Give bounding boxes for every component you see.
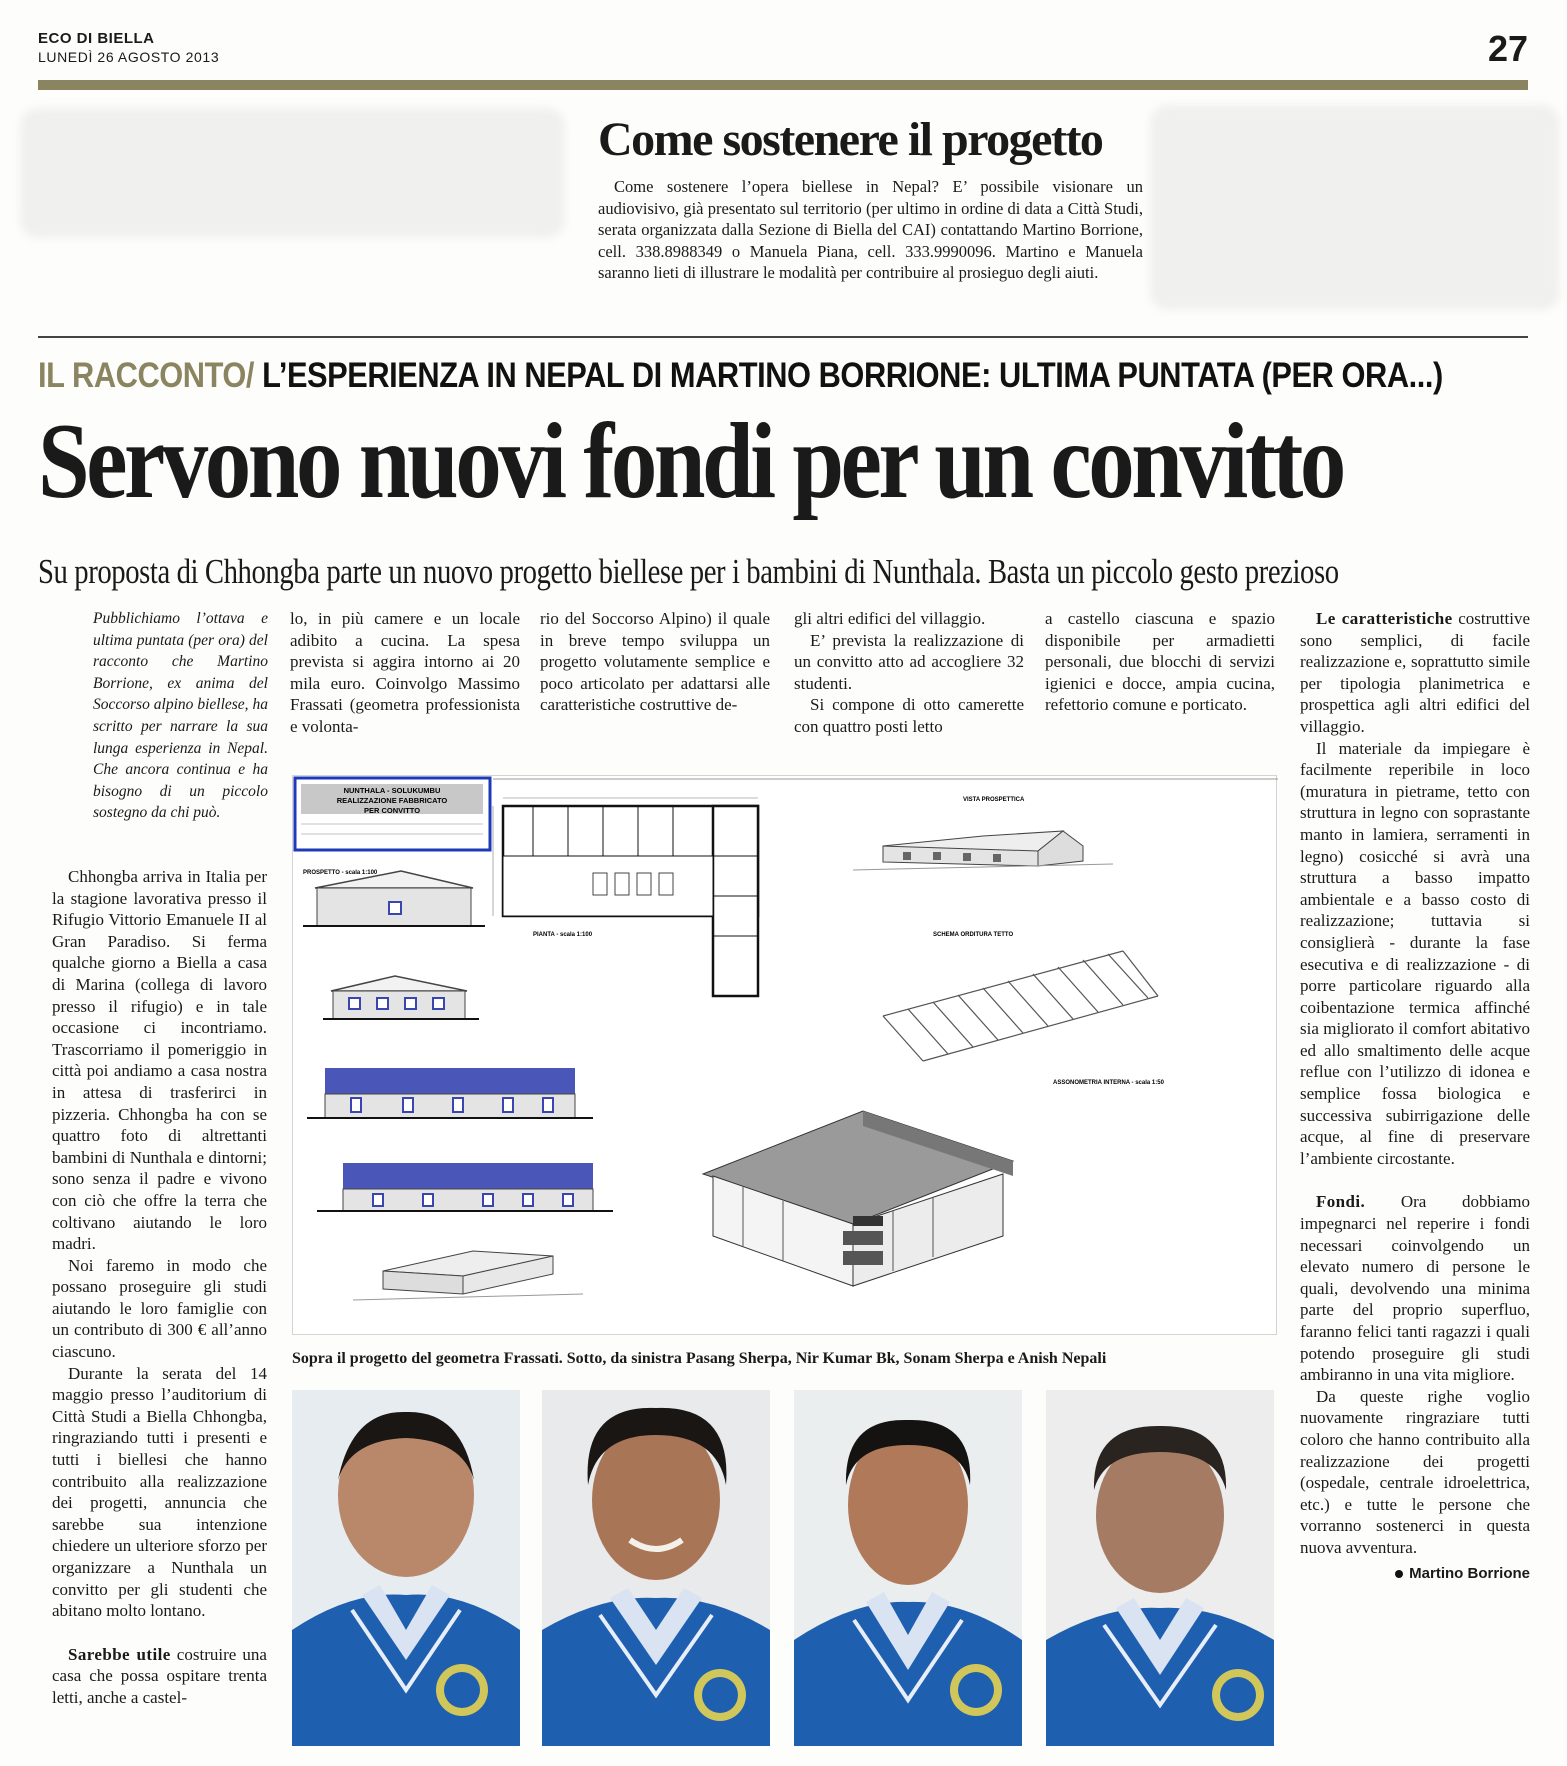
plan-caption: Sopra il progetto del geometra Frassati. Sotto, da sinistra Pasang Sherpa, Nir Kumar Bk, Sonam Sherpa e Anish Nepali — [292, 1350, 1107, 1367]
photo-pasang-sherpa — [292, 1390, 520, 1746]
label-pianta: PIANTA - scala 1:100 — [533, 932, 593, 938]
photo-sonam-sherpa — [794, 1390, 1022, 1746]
label-vista: VISTA PROSPETTICA — [963, 797, 1025, 803]
col4-paragraph-3: Si compone di otto camerette con quattro posti letto — [794, 695, 1024, 736]
header-rule — [38, 80, 1528, 90]
col6-paragraph-3 — [1300, 1191, 1530, 1385]
label-schema: SCHEMA ORDITURA TETTO — [933, 932, 1014, 938]
column-2: lo, in più camere e un locale adibito a cucina. La spesa prevista si aggira intorno ai 20 mila euro. Coinvolgo Massimo Frassati (geometra professionista e volonta- — [290, 609, 520, 736]
subhead: Su proposta di Chhongba parte un nuovo progetto biellese per i bambini di Nunthala. Basta un piccolo gesto prezioso — [38, 552, 1339, 591]
elevation-long-2 — [317, 1163, 613, 1211]
plan-drawing — [293, 776, 1278, 1336]
col6-paragraph-1-text: costruttive sono semplici, di facile realizzazione e, soprattutto simile per tipologia planimetrica e prospettica agli altri edifici del villaggio. — [1300, 609, 1530, 736]
portrait-1 — [292, 1390, 520, 1746]
support-title: Come sostenere il progetto — [598, 113, 1103, 166]
perspective-small — [353, 1251, 583, 1300]
col1-paragraph-1: Chhongba arriva in Italia per la stagione lavorativa presso il Rifugio Vittorio Emanuele II al Gran Paradiso. Si ferma qualche giorno a Biella a casa di Marina (collega di lavoro presso il rifugio) e in tale occasione ci incontriamo. Trascorriamo il pomeriggio in città poi andiamo a casa nostra in attesa di trasferirci in pizzeria. Chhongba ha con se quattro foto di altrettanti bambini di Nunthala e dintorni; sono senza il padre e vivono con ciò che offre la terra che coltivano aiutando le loro madri. — [52, 867, 267, 1254]
bullet-icon — [1395, 1570, 1403, 1578]
perspective-top — [853, 831, 1113, 870]
elevation-gable-1 — [303, 871, 485, 926]
column-3: rio del Soccorso Alpino) il quale in breve tempo sviluppa un progetto volutamente semplice e poco articolato per adattarsi alle caratteristiche costruttive de- — [540, 609, 770, 715]
label-assonometria: ASSONOMETRIA INTERNA - scala 1:50 — [1053, 1080, 1164, 1086]
cutaway-building — [703, 1111, 1013, 1286]
byline — [1300, 1563, 1530, 1585]
col1-paragraph-4 — [52, 1644, 267, 1709]
run-in-caratteristiche: Le caratteristiche — [1316, 609, 1453, 628]
elevation-long-1 — [307, 1068, 593, 1118]
column-5: a castello ciascuna e spazio disponibile per armadietti personali, due blocchi di servizi igienici e docce, ampia cucina, refettorio comune e porticato. — [1045, 609, 1275, 715]
col6-paragraph-2: Il materiale da impiegare è facilmente reperibile in loco (muratura in pietrame, tetto con struttura in legno con soprastante manto in lamiera, serramenti in legno) cosicché si avrà una struttura a basso impatto ambientale e a basso costo di realizzazione; tuttavia si consiglierà - durante la fase esecutiva e di realizzazione - di porre particolare riguardo alla coibentazione termica affinché sia migliorato il comfort abitativo ed allo smaltimento delle acque reflue con l’utilizzo di idonea e semplice fossa biologica e successiva subirrigazione delle acque, al fine di preservare l’ambiente circostante. — [1300, 738, 1530, 1168]
kicker-text: L’ESPERIENZA IN NEPAL DI MARTINO BORRIONE: ULTIMA PUNTATA (PER ORA...) — [254, 356, 1443, 395]
col4-paragraph-2: E’ prevista la realizzazione di un convitto atto ad accogliere 32 studenti. — [794, 630, 1024, 693]
plan-title-line-3: PER CONVITTO — [363, 806, 421, 815]
plan-title-line-1: NUNTHALA - SOLUKUMBU — [343, 786, 441, 795]
column-1 — [52, 866, 267, 1709]
blurred-ad-right — [1150, 105, 1560, 310]
issue-date: LUNEDÌ 26 AGOSTO 2013 — [38, 49, 220, 65]
photo-nir-kumar-bk — [542, 1390, 770, 1746]
col6-paragraph-3-text: Ora dobbiamo impegnarci nel reperire i fondi necessari coinvolgendo un elevato numero di persone le quali, devolvendo una minima parte del proprio superfluo, faranno felici tanti ragazzi i quali potendo proseguire gli studi ambiranno in una vita migliore. — [1300, 1192, 1530, 1385]
portrait-3 — [794, 1390, 1022, 1746]
section-rule — [38, 336, 1528, 338]
col1-paragraph-4-text: costruire una casa che possa ospitare trenta letti, anche a castel- — [52, 1644, 267, 1707]
column-6 — [1300, 608, 1530, 1584]
col1-paragraph-2: Noi faremo in modo che possano proseguire gli studi aiutando le loro famiglie con un contributo di 300 € all’anno ciascuno. — [52, 1255, 267, 1362]
intro-paragraph: Pubblichiamo l’ottava e ultima puntata (per ora) del racconto che Martino Borrione, ex anima del Soccorso alpino biellese, ha scritto per narrare la sua lunga esperienza in Nepal. Che ancora continua e ha bisogno di un piccolo sostegno da chi può. — [93, 610, 268, 822]
portrait-4 — [1046, 1390, 1274, 1746]
run-in-sarebbe: Sarebbe utile — [68, 1644, 171, 1664]
blurred-ad-left — [20, 108, 565, 238]
col6-paragraph-4: Da queste righe voglio nuovamente ringraziare tutti coloro che hanno contribuito alla realizzazione dei progetti (ospedale, centrale idroelettrica, etc.) e tutte le persone che vorranno sostenerci in questa nuova avventura. — [1300, 1386, 1530, 1557]
roof-schema — [883, 951, 1158, 1061]
portrait-2 — [542, 1390, 770, 1746]
col4-paragraph-1: gli altri edifici del villaggio. — [794, 609, 986, 628]
plan-title-line-2: REALIZZAZIONE FABBRICATO — [336, 796, 448, 805]
kicker — [38, 356, 1443, 396]
support-box — [598, 112, 1143, 284]
byline-name: Martino Borrione — [1409, 1564, 1530, 1582]
kicker-tag: IL RACCONTO/ — [38, 356, 255, 395]
label-prospetto: PROSPETTO - scala 1:100 — [303, 870, 378, 876]
run-in-fondi: Fondi. — [1316, 1192, 1366, 1212]
photo-anish-nepali — [1046, 1390, 1274, 1746]
floor-plan — [493, 798, 758, 996]
architectural-plan — [292, 775, 1277, 1335]
col6-paragraph-1 — [1300, 608, 1530, 738]
column-4 — [794, 608, 1024, 738]
page-number: 27 — [1487, 28, 1528, 69]
elevation-gable-2 — [323, 976, 479, 1019]
support-text: Come sostenere l’opera biellese in Nepal? E’ possibile visionare un audiovisivo, già presentato sul territorio (per ultimo in ordine di data a Città Studi, serata organizzata dalla Sezione di Biella del CAI) contattando Martino Borrione, cell. 338.8988349 o Manuela Piana, cell. 333.9990096. Martino e Manuela saranno lieti di illustrare le modalità per contribuire al prosieguo degli aiuti. — [598, 177, 1143, 282]
headline: Servono nuovi fondi per un convitto — [38, 402, 1343, 521]
newspaper-name: ECO DI BIELLA — [38, 30, 155, 47]
col1-paragraph-3: Durante la serata del 14 maggio presso l’auditorium di Città Studi a Biella Chhongba, ringraziando tutti i presenti e tutti i biellesi che hanno contribuito alla realizzazione dei progetti, annuncia che sarebbe sua intenzione chiedere un ulteriore sforzo per organizzare a Nunthala un convitto per gli studenti che abitano molto lontano. — [52, 1363, 267, 1621]
